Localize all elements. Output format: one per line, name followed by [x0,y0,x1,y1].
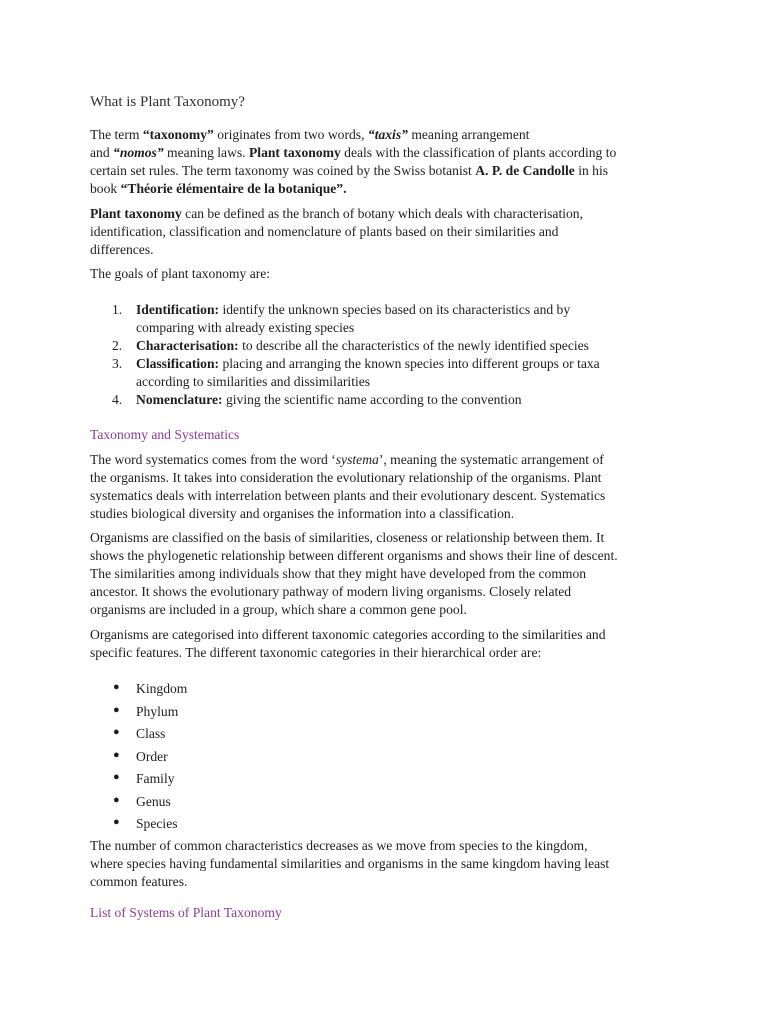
line: where species having fundamental similarities and organisms in the same kingdom having least [90,856,610,871]
list-number: 4. [112,392,123,407]
goals-intro: The goals of plant taxonomy are: [90,266,271,281]
bullet-icon: ● [113,681,120,693]
systematics-paragraph-3 [90,626,690,662]
bullet-icon: ● [113,749,120,761]
list-number: 2. [112,338,123,353]
bullet-icon: ● [113,704,120,716]
line: systematics deals with interrelation between plants and their evolutionary descent. Systematics [90,488,606,503]
text: originates from two words, [213,127,368,142]
list-item: Order [136,749,168,764]
goal-text: giving the scientific name according to the convention [222,392,522,407]
intro-line-4 [90,180,690,198]
line: common features. [90,874,188,889]
list-item [136,301,696,337]
list-item: Phylum [136,704,179,719]
text: and [90,145,114,160]
line [90,451,690,469]
term-plant-taxonomy: Plant taxonomy [248,145,341,160]
systematics-paragraph-2 [90,529,690,619]
line: studies biological diversity and organises the information into a classification. [90,506,515,521]
intro-line-2 [90,144,690,162]
list-item: Class [136,726,166,741]
intro-line-3 [90,162,690,180]
term-taxonomy: “taxonomy” [142,127,214,142]
line: The similarities among individuals show that they might have developed from the common [90,566,587,581]
line: organisms are included in a group, which share a common gene pool. [90,602,467,617]
intro-line-1 [90,126,690,144]
text: can be defined as the branch of botany which deals with characterisation, [181,206,584,221]
definition-paragraph [90,205,690,259]
text: ’, meaning the systematic arrangement of [378,452,604,467]
bullet-icon: ● [113,771,120,783]
goal-text: identify the unknown species based on its characteristics and by [219,302,571,317]
line: the organisms. It takes into consideration the evolutionary relationship of the organisms. Plant [90,470,602,485]
list-item [136,337,696,355]
section-heading-taxonomy-systematics: Taxonomy and Systematics [90,427,240,442]
list-item: Kingdom [136,681,188,696]
section-heading-list-of-systems: List of Systems of Plant Taxonomy [90,905,282,920]
list-item: Family [136,771,175,786]
goal-text-cont: according to similarities and dissimilarities [136,374,371,389]
goal-term: Characterisation: [136,338,239,353]
list-item: Species [136,816,178,831]
line: The number of common characteristics decreases as we move from species to the kingdom, [90,838,588,853]
text: meaning laws. [163,145,249,160]
definition-line-2: identification, classification and nomenclature of plants based on their similarities and [90,224,559,239]
bullet-icon: ● [113,794,120,806]
line: ancestor. It shows the evolutionary pathway of modern living organisms. Closely related [90,584,572,599]
line: shows the phylogenetic relationship between different organisms and shows their line of descent. [90,548,618,563]
term-plant-taxonomy: Plant taxonomy [90,206,182,221]
line: Organisms are categorised into different taxonomic categories according to the similarities and [90,627,606,642]
text: The term [90,127,143,142]
line: specific features. The different taxonomic categories in their hierarchical order are: [90,645,542,660]
definition-line-3: differences. [90,242,154,257]
goal-text-cont: comparing with already existing species [136,320,355,335]
term-systema: systema [335,452,379,467]
closing-paragraph [90,837,690,891]
goal-term: Identification: [136,302,220,317]
list-number: 3. [112,356,123,371]
page-title: What is Plant Taxonomy? [90,94,245,110]
definition-line-1 [90,205,690,223]
intro-paragraph [90,126,690,198]
book-title: “Théorie élémentaire de la botanique”. [120,181,347,196]
list-item [136,391,696,409]
text: book [90,181,121,196]
bullet-icon: ● [113,816,120,828]
text: meaning arrangement [407,127,530,142]
text: The word systematics comes from the word ‘ [90,452,336,467]
goal-term: Nomenclature: [136,392,223,407]
goal-term: Classification: [136,356,220,371]
text: in his [574,163,609,178]
list-item [136,355,696,391]
text: certain set rules. The term taxonomy was coined by the Swiss botanist [90,163,476,178]
systematics-paragraph-1 [90,451,690,523]
term-taxis: “taxis” [367,127,408,142]
list-number: 1. [112,302,123,317]
bullet-icon: ● [113,726,120,738]
goal-text: placing and arranging the known species into different groups or taxa [219,356,600,371]
term-nomos: “nomos” [113,145,164,160]
line: Organisms are classified on the basis of similarities, closeness or relationship between them. It [90,530,605,545]
name-de-candolle: A. P. de Candolle [475,163,575,178]
list-item: Genus [136,794,171,809]
goal-text: to describe all the characteristics of the newly identified species [238,338,589,353]
text: deals with the classification of plants according to [340,145,617,160]
